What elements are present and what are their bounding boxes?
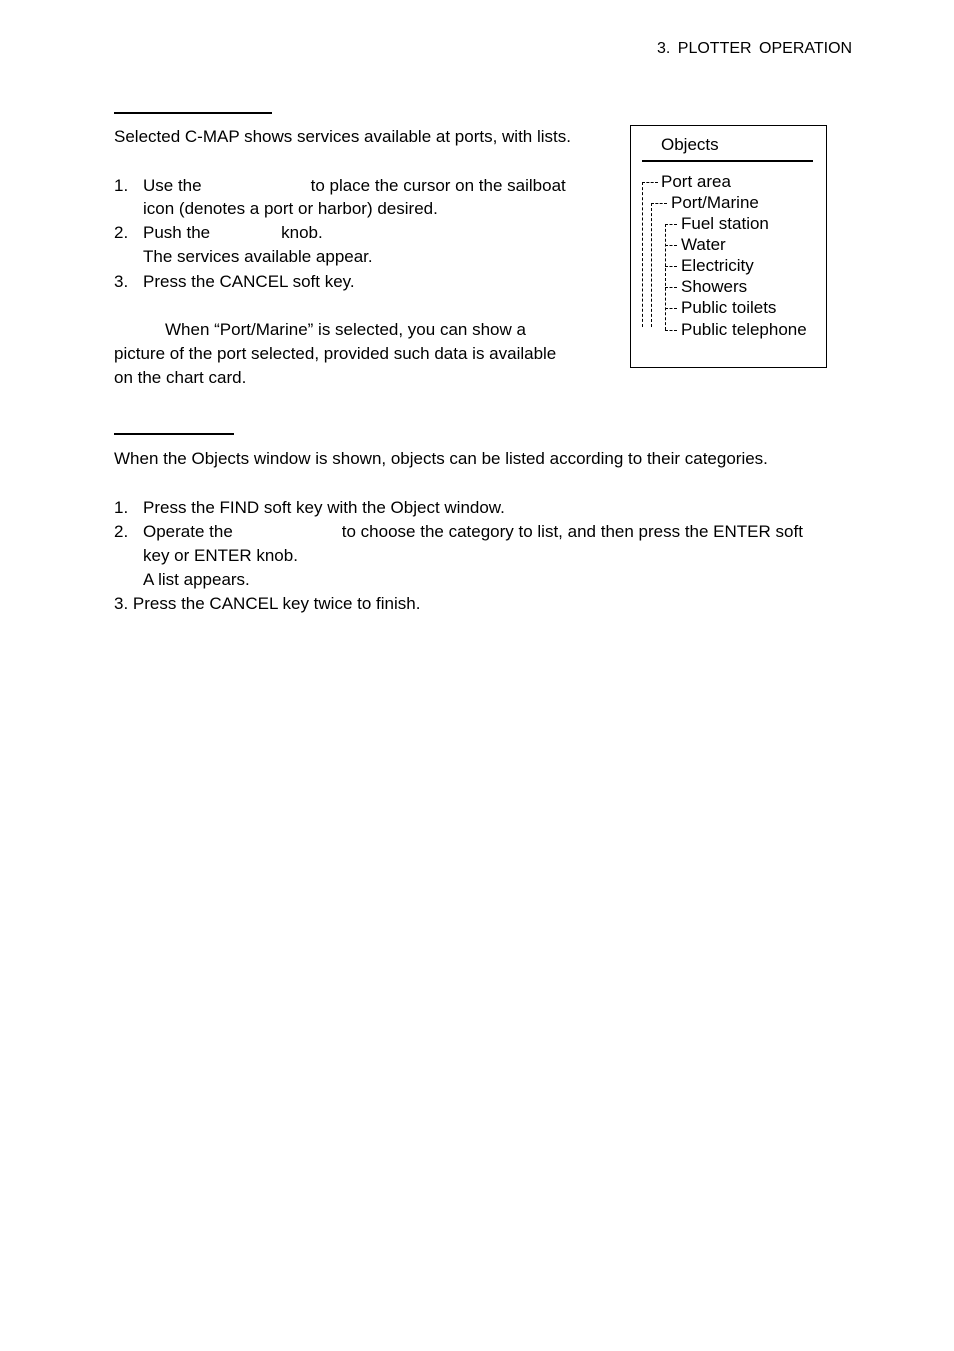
tree-connector-level0 [642, 182, 643, 327]
section1-note-line1: When “Port/Marine” is selected, you can show a [165, 320, 526, 339]
section1-step2-number: 2. [114, 223, 129, 242]
section2-final-step: 3. Press the CANCEL key twice to finish. [114, 594, 421, 613]
section1-note-line2: picture of the port selected, provided such data is available [114, 344, 557, 363]
section1-step1-line1: Use the to place the cursor on the sailboat [143, 176, 566, 195]
tree-item-public-toilets[interactable]: Public toilets [681, 298, 777, 317]
tree-connector-water [665, 245, 677, 246]
chapter-header: 3. PLOTTER OPERATION [657, 40, 853, 57]
section1-step2-line1: Push the knob. [143, 223, 323, 242]
section1-step2-line2: The services available appear. [143, 247, 373, 266]
tree-connector-public-toilets [665, 308, 677, 309]
section1-step1-number: 1. [114, 176, 129, 195]
section1-step3-number: 3. [114, 272, 129, 291]
section1-note-line3: on the chart card. [114, 368, 247, 387]
section1-intro: Selected C-MAP shows services available at ports, with lists. [114, 127, 571, 146]
section2-step2-line3: A list appears. [143, 570, 250, 589]
section2-heading-rule [114, 433, 234, 435]
section2-step1-number: 1. [114, 498, 129, 517]
tree-connector-electricity [665, 266, 677, 267]
section2-step2-number: 2. [114, 522, 129, 541]
objects-window-title-rule [642, 160, 813, 162]
tree-connector-fuel-station [665, 224, 677, 225]
objects-window [630, 125, 827, 368]
tree-item-electricity[interactable]: Electricity [681, 256, 754, 275]
tree-item-water[interactable]: Water [681, 235, 726, 254]
tree-item-fuel-station[interactable]: Fuel station [681, 214, 769, 233]
section1-step3-line1: Press the CANCEL soft key. [143, 272, 355, 291]
tree-connector-showers [665, 287, 677, 288]
section1-step1-line2: icon (denotes a port or harbor) desired. [143, 199, 438, 218]
tree-item-port-area[interactable]: Port area [661, 172, 731, 191]
section2-step2-line2: key or ENTER knob. [143, 546, 298, 565]
section1-heading-rule [114, 112, 272, 114]
tree-connector-level2 [665, 224, 666, 330]
section2-step2-line1: Operate the to choose the category to list, and then press the ENTER soft [143, 522, 803, 541]
tree-connector-port-area [642, 182, 658, 183]
tree-item-showers[interactable]: Showers [681, 277, 748, 296]
tree-connector-public-telephone [665, 330, 677, 331]
tree-item-port-marine[interactable]: Port/Marine [671, 193, 759, 212]
tree-connector-level1 [651, 203, 652, 327]
tree-item-public-telephone[interactable]: Public telephone [681, 320, 807, 339]
section2-intro: When the Objects window is shown, objects can be listed according to their categories. [114, 449, 768, 468]
section2-step1-line1: Press the FIND soft key with the Object window. [143, 498, 505, 517]
tree-connector-port-marine [651, 203, 667, 204]
objects-window-title: Objects [661, 135, 719, 154]
